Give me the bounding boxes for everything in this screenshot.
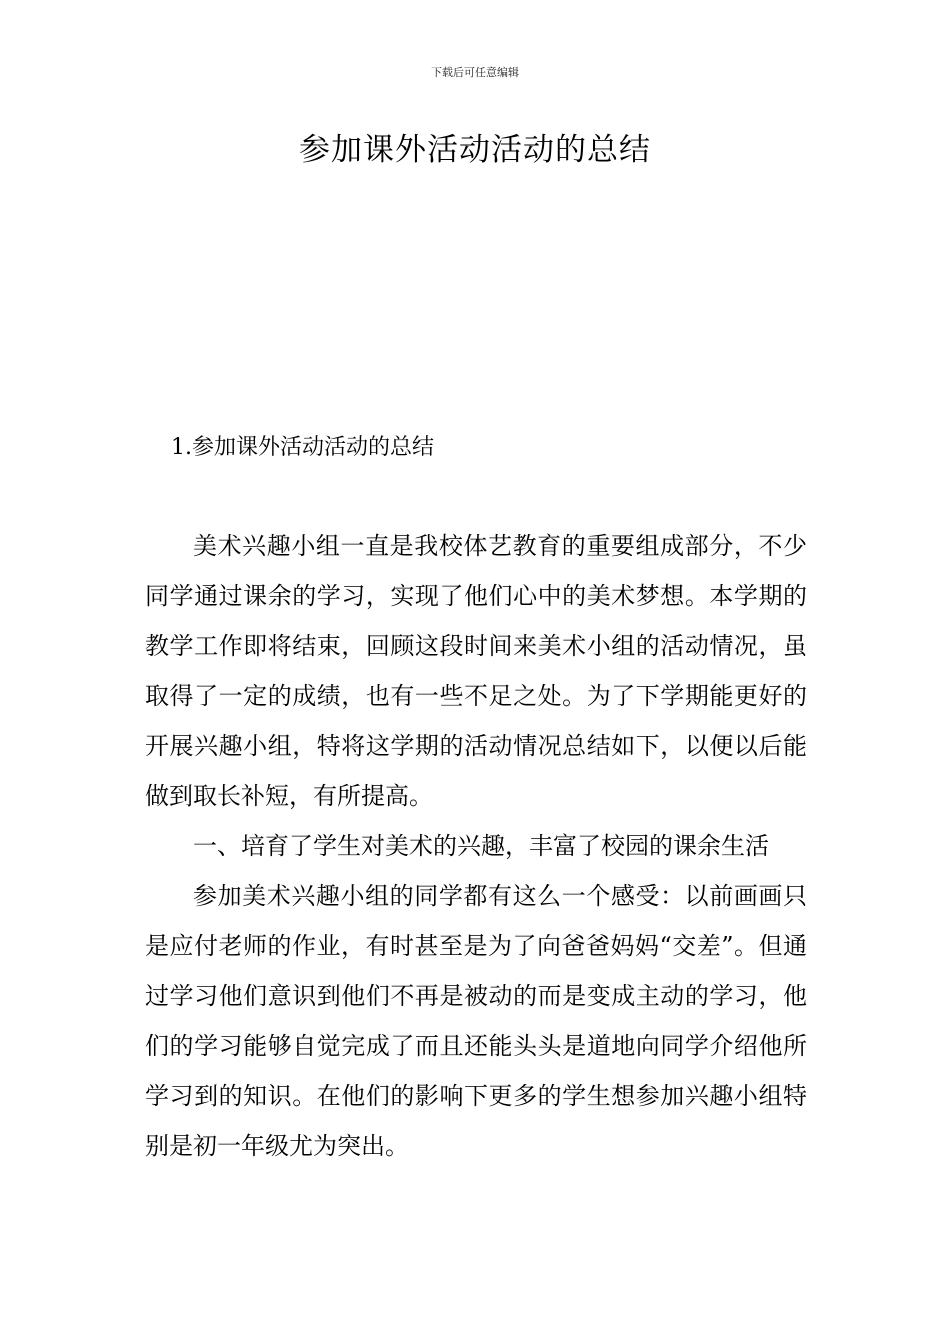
header-note: 下载后可任意编辑 <box>431 66 519 79</box>
document-title: 参加课外活动活动的总结 <box>299 132 651 168</box>
paragraph-subheading: 一、培育了学生对美术的兴趣，丰富了校园的课余生活 <box>193 832 769 860</box>
paragraph-experience: 参加美术兴趣小组的同学都有这么一个感受：以前画画只是应付老师的作业，有时甚至是为了向爸爸妈妈“交差”。但通过学习他们意识到他们不再是被动的而是变成主动的学习，他们的学习能够自觉完成了而且还能头头是道地向同学介绍他所学习到的知识。在他们的影响下更多的学生想参加兴趣小组特别是初一年级尤为突出。 <box>145 882 807 1160</box>
section-heading: 1.参加课外活动活动的总结 <box>171 435 434 460</box>
body-text <box>145 521 807 1171</box>
paragraph-intro: 美术兴趣小组一直是我校体艺教育的重要组成部分，不少同学通过课余的学习，实现了他们心中的美术梦想。本学期的教学工作即将结束，回顾这段时间来美术小组的活动情况，虽取得了一定的成绩，也有一些不足之处。为了下学期能更好的开展兴趣小组，特将这学期的活动情况总结如下，以便以后能做到取长补短，有所提高。 <box>145 532 807 810</box>
